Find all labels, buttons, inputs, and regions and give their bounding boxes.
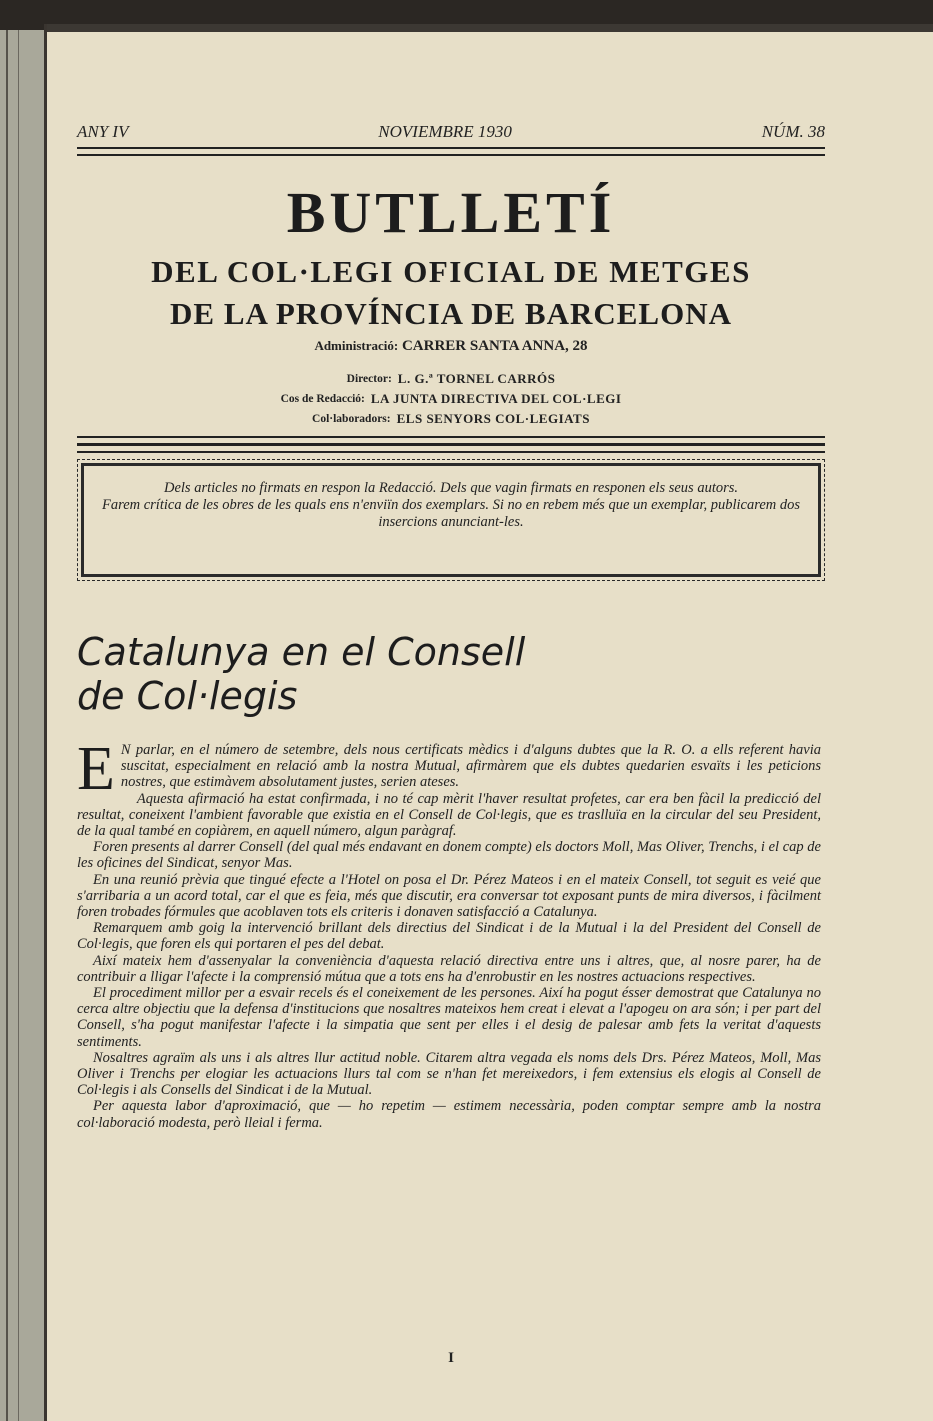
headline-line-1: Catalunya en el Consell	[77, 630, 526, 674]
page-number: I	[448, 1350, 454, 1366]
headline-line-2: de Col·legis	[77, 674, 298, 718]
staff-value: L. G.ª TORNEL CARRÓS	[397, 371, 556, 386]
staff-row	[77, 409, 825, 429]
staff-label: Director:	[346, 373, 392, 385]
paragraph: Per aquesta labor d'aproximació, que — ho repetim — estimem necessària, poden comptar sempre amb la nostra col·laboració modesta, però lleial i ferma.	[77, 1098, 821, 1131]
staff-row	[77, 369, 825, 389]
publication-title: BUTLLETÍ	[286, 180, 616, 245]
administration-label: Administració:	[314, 338, 399, 353]
administration-line	[77, 338, 825, 355]
staff-credits	[77, 369, 825, 429]
paragraph: Foren presents al darrer Consell (del qual més endavant en donem compte) els doctors Moll, Mas Oliver, Trenchs, i el cap de les oficines del Sindicat, senyor Mas.	[77, 839, 821, 872]
administration-value: CARRER SANTA ANNA, 28	[401, 338, 588, 354]
issue-year: ANY IV	[77, 122, 129, 141]
adjacent-page-edge	[0, 30, 46, 1421]
article-body	[77, 735, 821, 1131]
publication-subtitle-2: DE LA PROVÍNCIA DE BARCELONA	[170, 296, 732, 331]
drop-cap: E	[77, 735, 115, 803]
issue-number: NÚM. 38	[761, 122, 825, 141]
issue-line	[77, 122, 825, 142]
paragraph: Aquesta afirmació ha estat confirmada, i no té cap mèrit l'haver resultat profetes, car era ben fàcil la predicció del resultat, coneixent l'ambient favorable que existia en el Consell de Col·legis, que es traslluïa en la circular del seu President, de la qual també en copiàrem, en aquell número, algun paràgraf.	[77, 790, 821, 840]
header-rule	[77, 147, 825, 156]
page-top-shadow	[47, 24, 933, 32]
staff-value: ELS SENYORS COL·LEGIATS	[396, 411, 590, 426]
paragraph: E N parlar, en el número de setembre, dels nous certificats mèdics i d'alguns dubtes que la R. O. a ells referent havia suscitat, especialment en relació amb la nostra Mutual, afirmàrem que els dubtes quedarien esvaïts i les peticions nostres, que estimàvem absolutament justes, serien ateses.	[77, 735, 821, 803]
staff-row	[77, 389, 825, 409]
paragraph: El procediment millor per a esvair recels és el coneixement de les persones. Així ha pogut ésser demostrat que Catalunya no cerca altre objectiu que la defensa d'institucions que nosaltres mateixos hem creat i elevat a l'apogeu on ara són; i per part del Consell, s'ha pogut manifestar l'afecte i la simpatia que sent per elles i el desig de palesar amb fets la veritat d'aquests sentiments.	[77, 985, 821, 1050]
notice-line-1: Dels articles no firmats en respon la Redacció. Dels que vagin firmats en responen els seus autors.	[163, 480, 739, 496]
paragraph: En una reunió prèvia que tingué efecte a l'Hotel on posa el Dr. Pérez Mateos i en el mateix Consell, tot seguit es veié que s'arribaria a un acord total, car el que es feia, més que discutir, era conversar tot exposant punts de mira diversos, i fàcilment foren trobades fórmules que acoblaven tots els criteris i donaven satisfacció a Catalunya.	[77, 871, 821, 921]
paragraph: Remarquem amb goig la intervenció brillant dels directius del Sindicat i de la Mutual i la del President del Consell de Col·legis, que foren els qui portaren el pes del debat.	[77, 920, 821, 953]
editorial-notice-box	[81, 463, 821, 577]
article-headline	[77, 630, 825, 718]
staff-label: Col·laboradors:	[312, 413, 391, 425]
paragraph: Nosaltres agraïm als uns i als altres llur actitud noble. Citarem altra vegada els noms dels Drs. Pérez Mateos, Moll, Mas Oliver i Trenchs per elogiar les actuacions llurs tal com se n'han fet mereixedors, i fem extensius els elogis al Consell de Col·legis i als Consells del Sindicat i de la Mutual.	[77, 1049, 821, 1099]
paragraph: Així mateix hem d'assenyalar la conveniència d'aquesta relació directiva entre uns i altres, que, al nosre parer, ha de contribuir a lligar l'afecte i la comprensió mútua que a tots ens ha d'enrobustir en les nostres actuacions respectives.	[77, 952, 821, 985]
masthead-bottom-rule-2	[77, 444, 825, 453]
issue-date: NOVIEMBRE 1930	[378, 122, 512, 141]
notice-line-2: Farem crítica de les obres de les quals ens n'enviïn dos exemplars. Si no en rebem més que un exemplar, publicarem dos insercions anunciant-les.	[101, 497, 801, 530]
staff-value: LA JUNTA DIRECTIVA DEL COL·LEGI	[370, 391, 622, 406]
staff-label: Cos de Redacció:	[280, 393, 365, 405]
bulletin-page	[44, 24, 933, 1421]
publication-subtitle-1: DEL COL·LEGI OFICIAL DE METGES	[151, 254, 751, 289]
